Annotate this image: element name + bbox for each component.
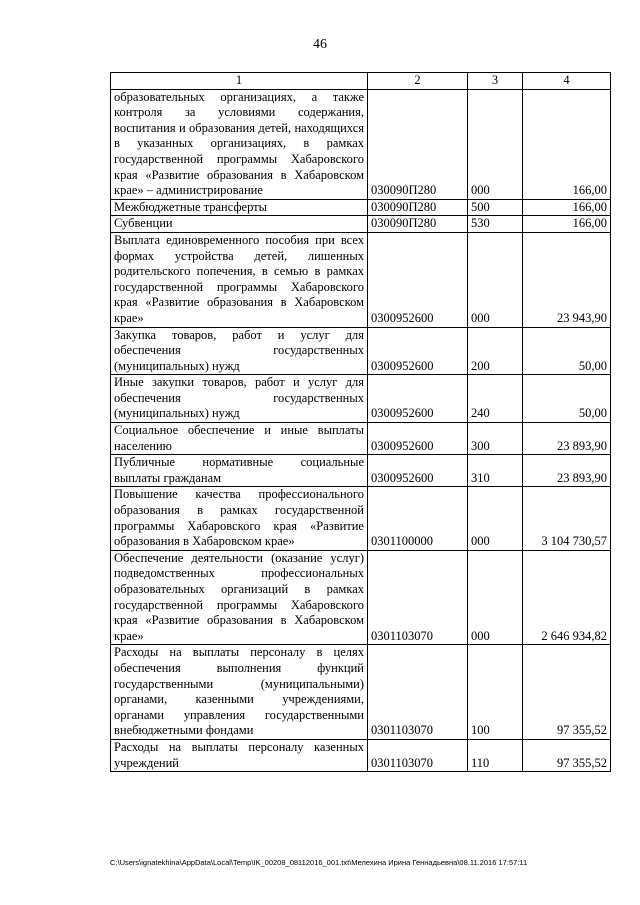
row-type: 000 [468,550,523,645]
row-code: 030090П280 [368,89,468,199]
row-type: 500 [468,199,523,216]
row-code: 0301103070 [368,550,468,645]
row-type: 530 [468,216,523,233]
row-code: 0301100000 [368,487,468,550]
table-row [111,487,611,550]
row-name: Закупка товаров, работ и услуг для обеспечения государственных (муниципальных) нужд [111,327,368,375]
row-amount: 3 104 730,57 [523,487,611,550]
table-row [111,550,611,645]
row-type: 100 [468,645,523,740]
row-name: Расходы на выплаты персоналу в целях обеспечения выполнения функций государственными (муниципальными) органами, казенными учреждениями, органами управления государственными внебюджетными фондами [111,645,368,740]
header-col-4: 4 [523,73,611,90]
row-name: Расходы на выплаты персоналу казенных учреждений [111,739,368,771]
table-row [111,375,611,423]
row-code: 0300952600 [368,232,468,327]
table-row [111,327,611,375]
row-amount: 166,00 [523,89,611,199]
table-row [111,199,611,216]
row-name: Социальное обеспечение и иные выплаты населению [111,423,368,455]
header-col-1: 1 [111,73,368,90]
row-name: образовательных организациях, а также контроля за условиями содержания, воспитания и образования детей, находящихся в указанных организациях, в рамках государственной программы Хабаровского края «Развитие образования в Хабаровском крае» – администрирование [111,89,368,199]
row-type: 000 [468,487,523,550]
table-row [111,455,611,487]
row-name: Повышение качества профессионального образования в рамках государственной программы Хабаровского края «Развитие образования в Хабаровском крае» [111,487,368,550]
row-code: 0300952600 [368,327,468,375]
page-number: 46 [313,37,327,52]
row-code: 030090П280 [368,199,468,216]
row-name: Обеспечение деятельности (оказание услуг) подведомственных профессиональных образовательных организаций в рамках государственной программы Хабаровского края «Развитие образования в Хабаровском крае» [111,550,368,645]
row-name: Иные закупки товаров, работ и услуг для обеспечения государственных (муниципальных) нужд [111,375,368,423]
row-code: 030090П280 [368,216,468,233]
table-header-row [111,73,611,90]
row-amount: 166,00 [523,216,611,233]
row-code: 0300952600 [368,375,468,423]
row-code: 0300952600 [368,455,468,487]
table-row [111,645,611,740]
budget-table [110,72,611,772]
table-row [111,739,611,771]
row-type: 000 [468,232,523,327]
row-name: Публичные нормативные социальные выплаты гражданам [111,455,368,487]
row-amount: 50,00 [523,327,611,375]
row-type: 240 [468,375,523,423]
header-col-3: 3 [468,73,523,90]
row-code: 0301103070 [368,739,468,771]
row-type: 200 [468,327,523,375]
row-name: Выплата единовременного пособия при всех формах устройства детей, лишенных родительского попечения, в семью в рамках государственной программы Хабаровского края «Развитие образования в Хабаровском крае» [111,232,368,327]
row-amount: 23 893,90 [523,423,611,455]
row-code: 0300952600 [368,423,468,455]
table-row [111,216,611,233]
row-amount: 97 355,52 [523,739,611,771]
table-row [111,423,611,455]
row-type: 300 [468,423,523,455]
row-amount: 50,00 [523,375,611,423]
row-amount: 97 355,52 [523,645,611,740]
header-col-2: 2 [368,73,468,90]
row-name: Субвенции [111,216,368,233]
row-type: 000 [468,89,523,199]
row-type: 110 [468,739,523,771]
row-type: 310 [468,455,523,487]
table-row [111,232,611,327]
document-footer-path: C:\Users\ignatekhina\AppData\Local\Temp\IK_00208_08112016_001.txt\Мелехина Ирина Геннадьевна\08.11.2016 17:57:11 [110,858,528,867]
row-amount: 166,00 [523,199,611,216]
row-amount: 23 893,90 [523,455,611,487]
row-name: Межбюджетные трансферты [111,199,368,216]
row-code: 0301103070 [368,645,468,740]
row-amount: 2 646 934,82 [523,550,611,645]
row-amount: 23 943,90 [523,232,611,327]
table-row [111,89,611,199]
